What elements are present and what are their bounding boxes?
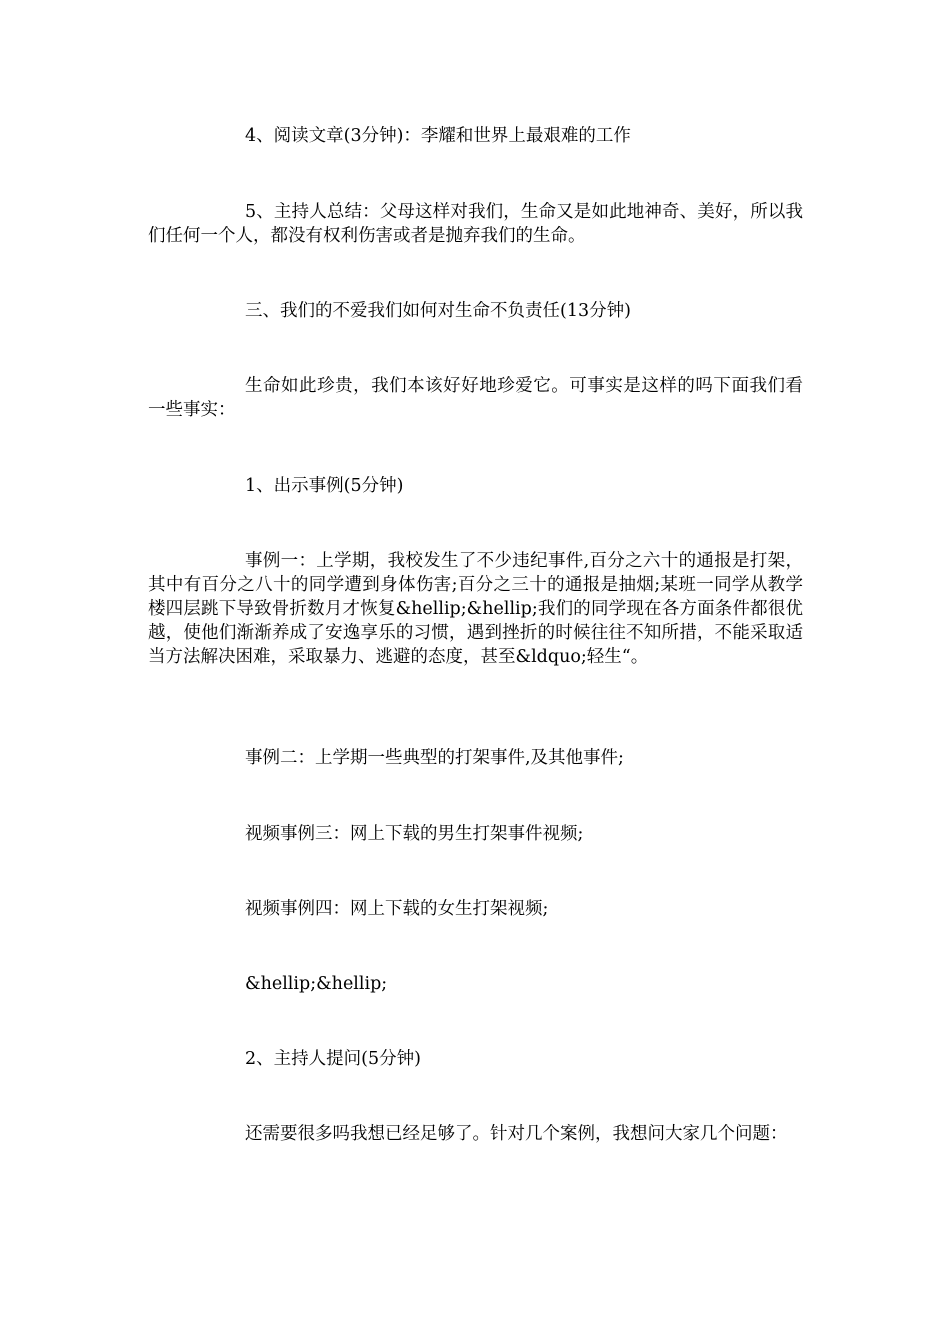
paragraph-show-examples: 1、出示事例(5分钟) xyxy=(245,476,404,496)
paragraph-video-example-three: 视频事例三：网上下载的男生打架事件视频; xyxy=(245,824,584,844)
paragraph-ellipsis: &hellip;&hellip; xyxy=(245,974,388,994)
paragraph-reading-article: 4、阅读文章(3分钟)：李耀和世界上最艰难的工作 xyxy=(245,126,631,146)
section-heading-three: 三、我们的不爱我们如何对生命不负责任(13分钟) xyxy=(245,301,631,321)
paragraph-video-example-four: 视频事例四：网上下载的女生打架视频; xyxy=(245,899,549,919)
paragraph-enough-cases: 还需要很多吗我想已经足够了。针对几个案例，我想问大家几个问题： xyxy=(245,1124,788,1144)
paragraph-host-summary: 5、主持人总结：父母这样对我们，生命又是如此地神奇、美好，所以我们任何一个人，都没有权利伤害或者是抛弃我们的生命。 xyxy=(148,202,803,246)
paragraph-example-two: 事例二：上学期一些典型的打架事件,及其他事件; xyxy=(245,748,624,768)
paragraph-host-questions: 2、主持人提问(5分钟) xyxy=(245,1049,421,1069)
paragraph-life-precious: 生命如此珍贵，我们本该好好地珍爱它。可事实是这样的吗下面我们看一些事实： xyxy=(148,376,803,420)
paragraph-example-one: 事例一：上学期，我校发生了不少违纪事件,百分之六十的通报是打架，其中有百分之八十的同学遭到身体伤害;百分之三十的通报是抽烟;某班一同学从教学楼四层跳下导致骨折数月才恢复&hellip;&hellip;我们的同学现在各方面条件都很优越，使他们渐渐养成了安逸享乐的习惯，遇到挫折的时候往往不知所措，不能采取适当方法解决困难，采取暴力、逃避的态度，甚至&ldquo;轻生“。 xyxy=(148,551,803,667)
